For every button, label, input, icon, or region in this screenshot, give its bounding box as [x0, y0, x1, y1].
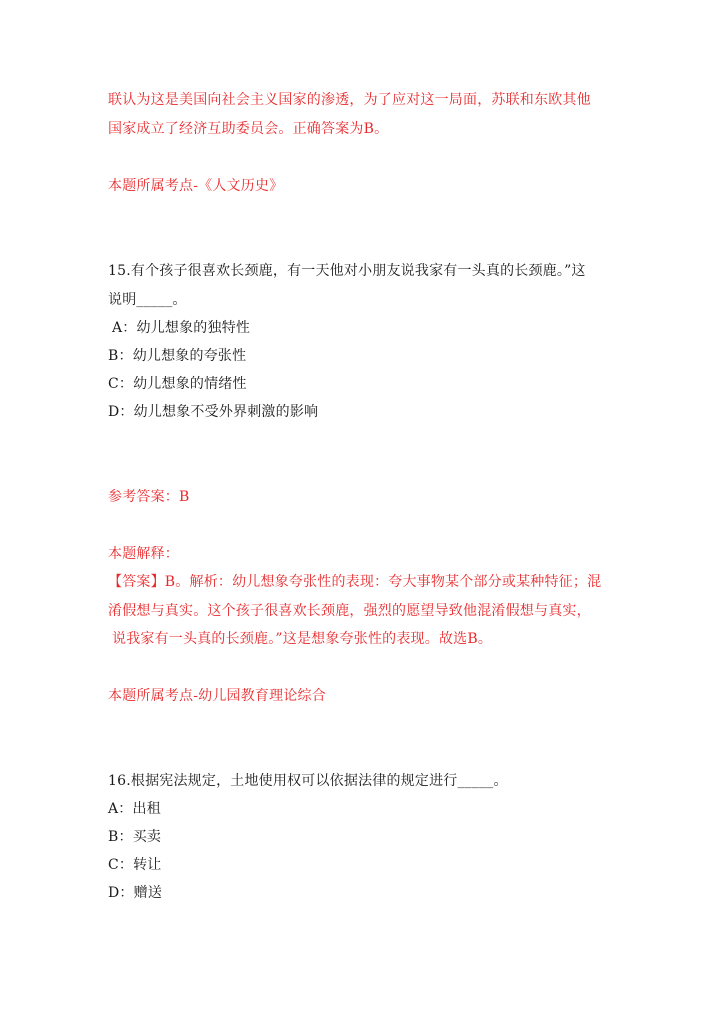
- q15-option-a: A：幼儿想象的独特性: [112, 320, 251, 336]
- q16-option-d: D：赠送: [108, 885, 163, 901]
- q15-option-b: B：幼儿想象的夸张性: [108, 348, 247, 364]
- q15-stem-line-2: 说明_____。: [108, 292, 187, 308]
- q15-option-d: D：幼儿想象不受外界刺激的影响: [108, 404, 319, 420]
- q15-explanation-title: 本题解释：: [108, 546, 179, 562]
- q15-topic: 本题所属考点-幼儿园教育理论综合: [108, 688, 326, 704]
- q16-option-c: C：转让: [108, 857, 162, 873]
- q15-stem-line-1: 15.有个孩子很喜欢长颈鹿，有一天他对小朋友说我家有一头真的长颈鹿。”这: [108, 263, 586, 279]
- prev-explanation-line-1: 联认为这是美国向社会主义国家的渗透，为了应对这一局面，苏联和东欧其他: [108, 92, 591, 108]
- q15-explanation-line-3: 说我家有一头真的长颈鹿。”这是想象夸张性的表现。故选B。: [112, 631, 493, 647]
- q15-explanation-line-1: 【答案】B。解析：幼儿想象夸张性的表现：夸大事物某个部分或某种特征；混: [108, 574, 602, 590]
- prev-topic: 本题所属考点-《人文历史》: [108, 178, 284, 194]
- prev-explanation-line-2: 国家成立了经济互助委员会。正确答案为B。: [108, 121, 389, 137]
- q16-stem-line-1: 16.根据宪法规定，土地使用权可以依据法律的规定进行_____。: [108, 773, 508, 789]
- q15-option-c: C：幼儿想象的情绪性: [108, 376, 247, 392]
- q15-answer: 参考答案：B: [108, 489, 190, 505]
- q16-option-b: B：买卖: [108, 829, 162, 845]
- q15-explanation-line-2: 淆假想与真实。这个孩子很喜欢长颈鹿，强烈的愿望导致他混淆假想与真实，: [108, 603, 591, 619]
- q16-option-a: A：出租: [108, 801, 161, 817]
